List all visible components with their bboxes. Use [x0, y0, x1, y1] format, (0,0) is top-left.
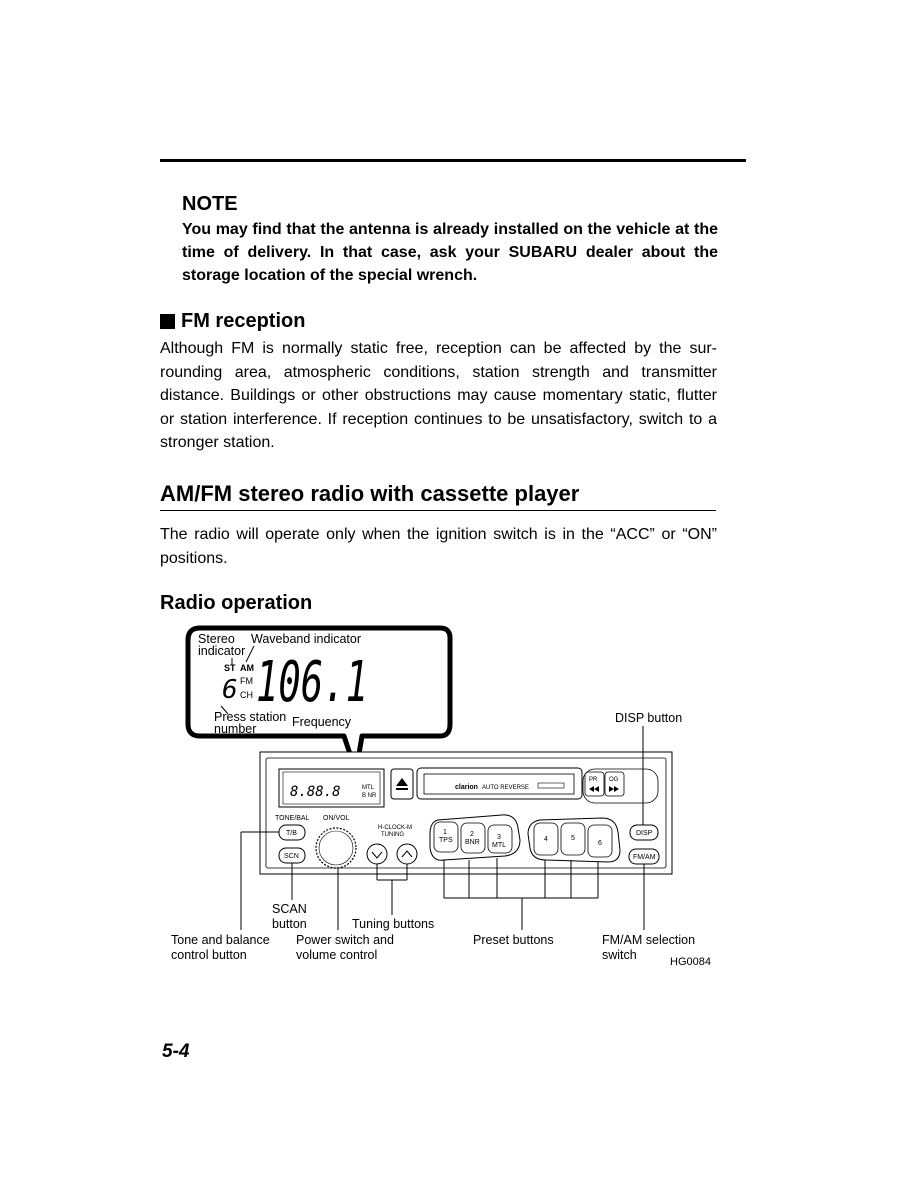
svg-text:BNR: BNR	[465, 839, 480, 846]
scan-label-2: button	[272, 917, 307, 931]
waveband-indicator-label: Waveband indicator	[251, 632, 362, 646]
tuning-buttons-label: Tuning buttons	[352, 917, 435, 931]
svg-text:MTL: MTL	[492, 842, 506, 849]
figure-code: HG0084	[670, 956, 711, 968]
fmam-label-2: switch	[602, 948, 637, 962]
press-station-label-2: number	[214, 722, 257, 736]
mini-display-readout: 8.88.8	[290, 784, 341, 800]
tone-label-2: control button	[171, 948, 247, 962]
on-vol-label: ON/VOL	[323, 815, 350, 822]
model-label: AUTO REVERSE	[482, 785, 529, 791]
svg-text:T/B: T/B	[286, 830, 297, 837]
svg-text:SCN: SCN	[284, 853, 299, 860]
disp-button-label: DISP button	[615, 711, 683, 725]
preset-buttons-label: Preset buttons	[473, 933, 554, 947]
svg-text:2: 2	[470, 831, 474, 838]
svg-text:TPS: TPS	[439, 837, 453, 844]
svg-text:1: 1	[443, 829, 447, 836]
note-title: NOTE	[182, 193, 238, 215]
svg-text:PR: PR	[589, 777, 598, 783]
am-indicator: AM	[240, 663, 254, 673]
frequency-label: Frequency	[292, 715, 352, 729]
fm-indicator: FM	[240, 676, 253, 686]
preset-digit: 6	[222, 675, 238, 705]
svg-text:5: 5	[571, 835, 575, 842]
tuning-label-1: H-CLOCK-M	[378, 825, 412, 831]
brand-label: clarion	[455, 784, 478, 791]
amfm-section-body: The radio will operate only when the ignition switch is in the “ACC” or “ON” positions.	[160, 526, 717, 567]
svg-text:3: 3	[497, 834, 501, 841]
mini-mtl: MTL	[362, 785, 374, 791]
mini-bnr: B NR	[362, 793, 377, 799]
press-station-label-1: Press station	[214, 710, 287, 724]
svg-text:FM/AM: FM/AM	[633, 854, 656, 861]
stereo-indicator-label-1: Stereo	[198, 632, 235, 646]
fm-reception-body: Although FM is normally static free, reception can be affected by the sur-rounding area, atmospheric conditions, station strength and transmitter distance. Buildings or other obstructions may cause momentary static, flutter or station interference. If reception continues to be unsatisfactory, switch to a stronger station.	[160, 340, 717, 451]
svg-text:OG: OG	[609, 777, 619, 783]
ch-indicator: CH	[240, 690, 253, 700]
tone-bal-label: TONE/BAL	[275, 815, 310, 822]
page-number: 5-4	[162, 1041, 190, 1062]
scan-label-1: SCAN	[272, 902, 307, 916]
radio-operation-heading: Radio operation	[160, 592, 313, 614]
power-label-2: volume control	[296, 948, 378, 962]
display-callout	[188, 628, 450, 772]
amfm-section-heading: AM/FM stereo radio with cassette player	[160, 481, 580, 506]
svg-text:6: 6	[598, 840, 602, 847]
svg-text:DISP: DISP	[636, 830, 653, 837]
fm-reception-heading-text: FM reception	[181, 310, 306, 332]
note-body: You may find that the antenna is already installed on the vehicle at the time of delivery. In that case, ask your SUBARU dealer about the storage location of the special wrench.	[182, 221, 718, 284]
frequency-readout: 106.1	[256, 650, 368, 715]
power-label-1: Power switch and	[296, 933, 394, 947]
st-indicator: ST	[224, 663, 236, 673]
tuning-label-2: TUNING	[381, 832, 404, 838]
svg-text:4: 4	[544, 836, 548, 843]
tone-label-1: Tone and balance	[171, 933, 270, 947]
radio-unit	[260, 752, 672, 874]
fmam-label-1: FM/AM selection	[602, 933, 696, 947]
stereo-indicator-label-2: indicator	[198, 644, 246, 658]
